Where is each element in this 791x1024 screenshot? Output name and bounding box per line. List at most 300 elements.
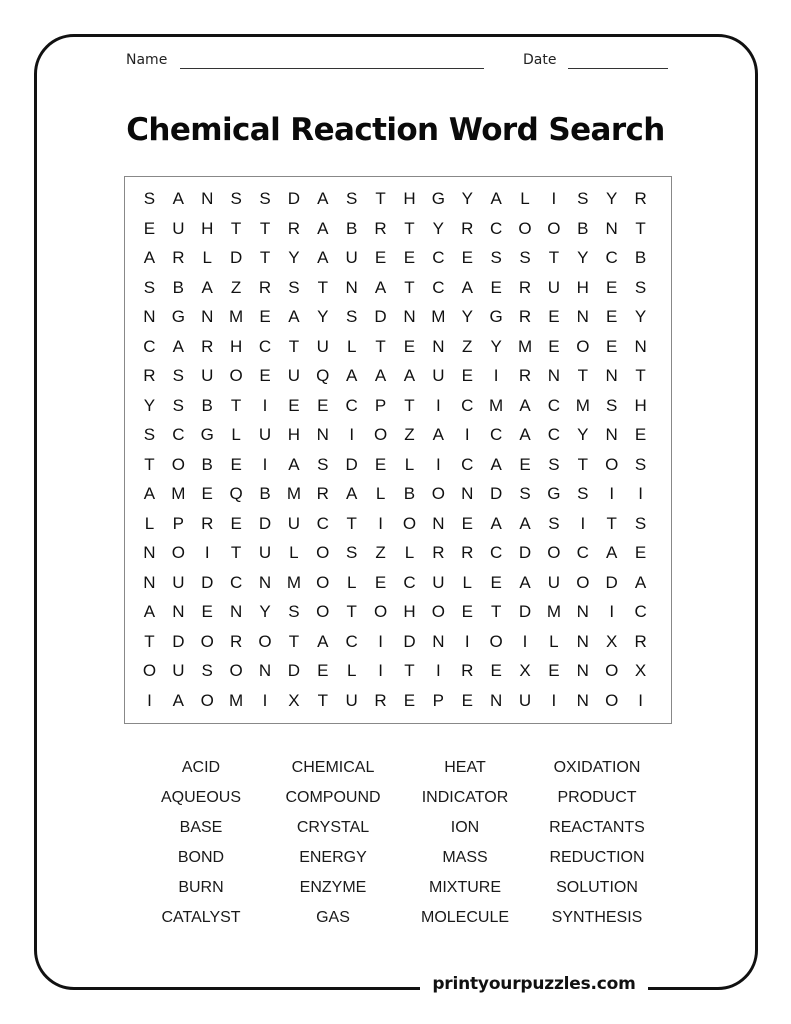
grid-letter[interactable]: S <box>519 484 531 503</box>
grid-letter[interactable]: E <box>461 513 473 533</box>
grid-letter[interactable]: U <box>316 336 329 356</box>
grid-letter[interactable]: C <box>576 543 589 562</box>
grid-letter[interactable]: T <box>346 602 357 621</box>
grid-letter[interactable]: Z <box>375 543 386 562</box>
grid-letter[interactable]: I <box>609 484 615 503</box>
grid-letter[interactable]: E <box>490 661 502 680</box>
grid-letter[interactable]: C <box>489 425 503 444</box>
grid-letter[interactable]: I <box>204 543 210 562</box>
grid-letter[interactable]: I <box>580 513 586 533</box>
grid-letter[interactable]: A <box>172 336 184 356</box>
grid-letter[interactable]: I <box>147 690 152 710</box>
grid-letter[interactable]: E <box>288 395 300 415</box>
grid-letter[interactable]: O <box>605 690 619 710</box>
grid-letter[interactable]: L <box>404 454 415 474</box>
grid-letter[interactable]: Y <box>317 307 329 326</box>
grid-letter[interactable]: O <box>229 366 243 385</box>
grid-letter[interactable]: T <box>375 336 386 356</box>
grid-letter[interactable]: H <box>201 218 214 238</box>
grid-letter[interactable]: H <box>576 277 589 297</box>
grid-letter[interactable]: G <box>547 484 561 503</box>
grid-letter[interactable]: O <box>518 218 532 238</box>
grid-letter[interactable]: U <box>287 366 301 385</box>
grid-letter[interactable]: H <box>287 425 301 444</box>
grid-letter[interactable]: O <box>171 454 185 474</box>
grid-letter[interactable]: C <box>461 454 474 474</box>
grid-letter[interactable]: M <box>546 602 561 621</box>
grid-letter[interactable]: M <box>489 395 504 415</box>
grid-letter[interactable]: G <box>171 307 185 326</box>
grid-letter[interactable]: A <box>317 189 329 208</box>
grid-letter[interactable]: I <box>378 661 383 680</box>
grid-letter[interactable]: S <box>288 602 300 621</box>
grid-letter[interactable]: N <box>489 690 503 710</box>
grid-letter[interactable]: G <box>431 189 445 208</box>
grid-letter[interactable]: I <box>522 631 528 651</box>
grid-letter[interactable]: L <box>346 572 357 592</box>
grid-letter[interactable]: R <box>432 543 445 562</box>
grid-letter[interactable]: T <box>259 218 271 238</box>
grid-letter[interactable]: T <box>317 690 328 710</box>
grid-letter[interactable]: N <box>143 572 156 592</box>
grid-letter[interactable]: U <box>432 366 445 385</box>
grid-letter[interactable]: E <box>403 690 416 710</box>
grid-letter[interactable]: T <box>635 218 646 238</box>
grid-letter[interactable]: O <box>431 484 445 503</box>
grid-letter[interactable]: D <box>258 513 272 533</box>
grid-letter[interactable]: T <box>404 218 415 238</box>
grid-letter[interactable]: T <box>404 661 415 680</box>
grid-letter[interactable]: O <box>316 602 330 621</box>
grid-letter[interactable]: U <box>432 572 445 592</box>
grid-letter[interactable]: A <box>317 248 329 267</box>
grid-letter[interactable]: L <box>520 189 530 208</box>
grid-letter[interactable]: Z <box>230 277 242 297</box>
grid-letter[interactable]: D <box>201 572 214 592</box>
grid-letter[interactable]: B <box>634 248 647 267</box>
grid-letter[interactable]: H <box>403 189 416 208</box>
grid-letter[interactable]: O <box>402 513 417 533</box>
grid-letter[interactable]: O <box>576 336 590 356</box>
grid-letter[interactable]: I <box>464 425 470 444</box>
grid-letter[interactable]: L <box>462 572 472 592</box>
grid-letter[interactable]: O <box>605 661 619 680</box>
grid-letter[interactable]: N <box>143 307 156 326</box>
grid-letter[interactable]: L <box>289 543 299 562</box>
grid-letter[interactable]: Y <box>490 336 502 356</box>
grid-letter[interactable]: E <box>606 336 618 356</box>
grid-letter[interactable]: O <box>547 543 561 562</box>
grid-letter[interactable]: S <box>346 307 358 326</box>
grid-letter[interactable]: A <box>172 189 184 208</box>
grid-letter[interactable]: E <box>490 277 502 297</box>
grid-letter[interactable]: U <box>172 572 185 592</box>
grid-letter[interactable]: R <box>461 661 474 680</box>
grid-letter[interactable]: N <box>605 425 618 444</box>
grid-letter[interactable]: A <box>606 543 618 562</box>
grid-letter[interactable]: N <box>576 690 589 710</box>
grid-letter[interactable]: X <box>634 661 647 680</box>
grid-letter[interactable]: Y <box>461 189 473 208</box>
grid-letter[interactable]: N <box>229 602 243 621</box>
grid-letter[interactable]: E <box>230 454 242 474</box>
grid-letter[interactable]: B <box>577 218 589 238</box>
grid-letter[interactable]: E <box>461 690 473 710</box>
grid-letter[interactable]: T <box>230 218 242 238</box>
grid-letter[interactable]: E <box>201 602 213 621</box>
grid-letter[interactable]: A <box>346 484 358 503</box>
grid-letter[interactable]: I <box>551 189 557 208</box>
grid-letter[interactable]: S <box>230 189 242 208</box>
grid-letter[interactable]: S <box>288 277 300 297</box>
grid-letter[interactable]: Y <box>606 189 618 208</box>
grid-letter[interactable]: I <box>493 366 499 385</box>
grid-letter[interactable]: D <box>229 248 243 267</box>
grid-letter[interactable]: R <box>143 366 156 385</box>
grid-letter[interactable]: S <box>548 454 560 474</box>
grid-letter[interactable]: I <box>378 513 383 533</box>
grid-letter[interactable]: O <box>489 631 503 651</box>
grid-letter[interactable]: I <box>464 631 470 651</box>
grid-letter[interactable]: R <box>518 277 532 297</box>
grid-letter[interactable]: N <box>316 425 329 444</box>
grid-letter[interactable]: O <box>316 572 330 592</box>
grid-letter[interactable]: R <box>229 631 243 651</box>
grid-letter[interactable]: A <box>519 513 531 533</box>
grid-letter[interactable]: R <box>201 513 214 533</box>
grid-letter[interactable]: T <box>288 631 300 651</box>
grid-letter[interactable]: A <box>346 366 358 385</box>
grid-letter[interactable]: C <box>489 543 503 562</box>
grid-letter[interactable]: B <box>403 484 416 503</box>
grid-letter[interactable]: I <box>638 690 643 710</box>
grid-letter[interactable]: S <box>143 425 156 444</box>
grid-letter[interactable]: T <box>404 277 415 297</box>
grid-letter[interactable]: P <box>432 690 445 710</box>
grid-letter[interactable]: O <box>142 661 157 680</box>
grid-letter[interactable]: S <box>346 189 358 208</box>
grid-letter[interactable]: R <box>461 218 474 238</box>
grid-letter[interactable]: N <box>576 661 589 680</box>
grid-letter[interactable]: C <box>547 395 561 415</box>
grid-letter[interactable]: A <box>374 366 387 385</box>
grid-letter[interactable]: S <box>172 395 184 415</box>
grid-letter[interactable]: A <box>634 572 647 592</box>
grid-letter[interactable]: Z <box>462 336 473 356</box>
grid-letter[interactable]: D <box>345 454 358 474</box>
grid-letter[interactable]: C <box>345 395 358 415</box>
grid-letter[interactable]: B <box>201 395 213 415</box>
grid-letter[interactable]: A <box>519 395 531 415</box>
grid-letter[interactable]: B <box>201 454 213 474</box>
grid-letter[interactable]: T <box>606 513 617 533</box>
grid-letter[interactable]: N <box>172 602 185 621</box>
grid-letter[interactable]: E <box>374 454 387 474</box>
grid-letter[interactable]: S <box>172 366 184 385</box>
grid-letter[interactable]: O <box>200 690 214 710</box>
grid-letter[interactable]: Y <box>634 307 647 326</box>
grid-letter[interactable]: L <box>375 484 386 503</box>
grid-letter[interactable]: M <box>286 484 301 503</box>
grid-letter[interactable]: D <box>489 484 503 503</box>
grid-letter[interactable]: T <box>635 366 646 385</box>
grid-letter[interactable]: M <box>229 307 244 326</box>
grid-letter[interactable]: E <box>374 248 387 267</box>
grid-letter[interactable]: I <box>435 661 441 680</box>
grid-letter[interactable]: X <box>606 631 618 651</box>
grid-letter[interactable]: N <box>258 572 272 592</box>
grid-letter[interactable]: C <box>547 425 561 444</box>
grid-letter[interactable]: T <box>230 395 242 415</box>
grid-letter[interactable]: R <box>634 631 647 651</box>
grid-letter[interactable]: A <box>288 454 300 474</box>
grid-letter[interactable]: P <box>374 395 387 415</box>
grid-letter[interactable]: E <box>259 366 271 385</box>
grid-letter[interactable]: E <box>317 661 329 680</box>
grid-letter[interactable]: L <box>549 631 559 651</box>
grid-letter[interactable]: A <box>143 602 156 621</box>
grid-letter[interactable]: I <box>262 690 268 710</box>
grid-letter[interactable]: H <box>229 336 243 356</box>
grid-letter[interactable]: S <box>317 454 329 474</box>
grid-letter[interactable]: O <box>258 631 272 651</box>
grid-letter[interactable]: M <box>229 690 244 710</box>
grid-letter[interactable]: Y <box>288 248 300 267</box>
grid-letter[interactable]: S <box>259 189 271 208</box>
grid-letter[interactable]: I <box>435 454 441 474</box>
grid-letter[interactable]: A <box>143 248 156 267</box>
grid-letter[interactable]: N <box>461 484 474 503</box>
grid-letter[interactable]: I <box>551 690 557 710</box>
grid-letter[interactable]: G <box>489 307 503 326</box>
grid-letter[interactable]: R <box>374 218 387 238</box>
grid-letter[interactable]: R <box>518 366 532 385</box>
grid-letter[interactable]: O <box>547 218 561 238</box>
grid-letter[interactable]: C <box>461 395 474 415</box>
grid-letter[interactable]: A <box>374 277 387 297</box>
grid-letter[interactable]: M <box>286 572 301 592</box>
grid-letter[interactable]: T <box>230 543 242 562</box>
grid-letter[interactable]: R <box>172 248 185 267</box>
grid-letter[interactable]: T <box>259 248 271 267</box>
grid-letter[interactable]: L <box>346 661 357 680</box>
grid-letter[interactable]: Y <box>461 307 473 326</box>
grid-letter[interactable]: N <box>432 631 445 651</box>
grid-letter[interactable]: R <box>518 307 532 326</box>
grid-letter[interactable]: G <box>200 425 214 444</box>
grid-letter[interactable]: E <box>374 572 387 592</box>
grid-letter[interactable]: E <box>259 307 271 326</box>
grid-letter[interactable]: I <box>609 602 615 621</box>
grid-letter[interactable]: U <box>547 572 561 592</box>
grid-letter[interactable]: O <box>373 425 388 444</box>
grid-letter[interactable]: N <box>605 218 618 238</box>
grid-letter[interactable]: O <box>229 661 243 680</box>
grid-letter[interactable]: I <box>349 425 355 444</box>
grid-letter[interactable]: A <box>288 307 300 326</box>
grid-letter[interactable]: U <box>345 248 358 267</box>
grid-letter[interactable]: D <box>287 661 301 680</box>
grid-letter[interactable]: S <box>577 484 589 503</box>
grid-letter[interactable]: R <box>258 277 272 297</box>
grid-letter[interactable]: E <box>143 218 156 238</box>
grid-letter[interactable]: E <box>317 395 329 415</box>
grid-letter[interactable]: N <box>547 366 561 385</box>
grid-letter[interactable]: N <box>432 336 445 356</box>
grid-letter[interactable]: N <box>576 631 589 651</box>
grid-letter[interactable]: Q <box>316 366 330 385</box>
grid-letter[interactable]: Y <box>143 395 156 415</box>
grid-letter[interactable]: A <box>317 218 329 238</box>
grid-letter[interactable]: E <box>548 307 560 326</box>
grid-letter[interactable]: A <box>143 484 156 503</box>
grid-letter[interactable]: O <box>373 602 388 621</box>
grid-letter[interactable]: T <box>404 395 415 415</box>
grid-letter[interactable]: E <box>634 425 647 444</box>
grid-letter[interactable]: B <box>172 277 184 297</box>
grid-letter[interactable]: R <box>374 690 387 710</box>
grid-letter[interactable]: U <box>258 543 272 562</box>
grid-letter[interactable]: S <box>143 277 156 297</box>
grid-letter[interactable]: E <box>201 484 213 503</box>
grid-letter[interactable]: C <box>605 248 618 267</box>
grid-letter[interactable]: L <box>144 513 155 533</box>
date-field[interactable] <box>568 68 668 69</box>
grid-letter[interactable]: Z <box>404 425 415 444</box>
grid-letter[interactable]: S <box>634 277 647 297</box>
grid-letter[interactable]: D <box>605 572 618 592</box>
grid-letter[interactable]: N <box>258 661 272 680</box>
grid-letter[interactable]: S <box>577 189 589 208</box>
grid-letter[interactable]: Q <box>229 484 243 503</box>
grid-letter[interactable]: S <box>634 454 647 474</box>
grid-letter[interactable]: X <box>519 661 531 680</box>
grid-letter[interactable]: S <box>346 543 358 562</box>
grid-letter[interactable]: O <box>171 543 185 562</box>
grid-letter[interactable]: N <box>201 189 214 208</box>
grid-letter[interactable]: T <box>375 189 386 208</box>
grid-letter[interactable]: U <box>518 690 532 710</box>
grid-letter[interactable]: A <box>461 277 473 297</box>
grid-letter[interactable]: C <box>432 277 445 297</box>
grid-letter[interactable]: C <box>403 572 416 592</box>
grid-letter[interactable]: E <box>461 248 473 267</box>
grid-letter[interactable]: D <box>518 602 532 621</box>
grid-letter[interactable]: C <box>634 602 647 621</box>
grid-letter[interactable]: H <box>403 602 416 621</box>
grid-letter[interactable]: E <box>403 336 416 356</box>
grid-letter[interactable]: M <box>575 395 590 415</box>
grid-letter[interactable]: N <box>345 277 358 297</box>
grid-letter[interactable]: E <box>606 307 618 326</box>
grid-letter[interactable]: E <box>519 454 531 474</box>
grid-letter[interactable]: C <box>345 631 358 651</box>
grid-letter[interactable]: I <box>262 454 268 474</box>
grid-letter[interactable]: C <box>172 425 185 444</box>
grid-letter[interactable]: Y <box>577 248 589 267</box>
grid-letter[interactable]: I <box>638 484 643 503</box>
grid-letter[interactable]: D <box>172 631 185 651</box>
grid-letter[interactable]: S <box>634 513 647 533</box>
grid-letter[interactable]: M <box>431 307 446 326</box>
grid-letter[interactable]: E <box>461 602 473 621</box>
grid-letter[interactable]: A <box>490 189 502 208</box>
grid-letter[interactable]: E <box>634 543 647 562</box>
grid-letter[interactable]: O <box>576 572 590 592</box>
grid-letter[interactable]: C <box>489 218 503 238</box>
grid-letter[interactable]: C <box>432 248 445 267</box>
grid-letter[interactable]: O <box>431 602 445 621</box>
grid-letter[interactable]: S <box>606 395 618 415</box>
grid-letter[interactable]: U <box>345 690 358 710</box>
grid-letter[interactable]: T <box>346 513 357 533</box>
grid-letter[interactable]: N <box>432 513 445 533</box>
grid-letter[interactable]: L <box>202 248 212 267</box>
grid-letter[interactable]: M <box>517 336 533 356</box>
grid-letter[interactable]: N <box>576 602 589 621</box>
grid-letter[interactable]: D <box>403 631 416 651</box>
grid-letter[interactable]: N <box>403 307 416 326</box>
grid-letter[interactable]: E <box>606 277 618 297</box>
grid-letter[interactable]: T <box>317 277 328 297</box>
grid-letter[interactable]: Y <box>432 218 445 238</box>
grid-letter[interactable]: I <box>262 395 268 415</box>
grid-letter[interactable]: S <box>548 513 560 533</box>
grid-letter[interactable]: Y <box>577 425 589 444</box>
grid-letter[interactable]: B <box>259 484 271 503</box>
grid-letter[interactable]: D <box>374 307 387 326</box>
grid-letter[interactable]: A <box>519 425 531 444</box>
grid-letter[interactable]: C <box>258 336 272 356</box>
name-field[interactable] <box>180 68 484 69</box>
grid-letter[interactable]: B <box>346 218 358 238</box>
grid-letter[interactable]: T <box>288 336 300 356</box>
grid-letter[interactable]: A <box>172 690 184 710</box>
grid-letter[interactable]: O <box>605 454 619 474</box>
grid-letter[interactable]: L <box>404 543 415 562</box>
grid-letter[interactable]: S <box>490 248 502 267</box>
grid-letter[interactable]: U <box>172 218 185 238</box>
grid-letter[interactable]: I <box>378 631 383 651</box>
grid-letter[interactable]: N <box>576 307 589 326</box>
grid-letter[interactable]: I <box>435 395 441 415</box>
grid-letter[interactable]: E <box>230 513 242 533</box>
grid-letter[interactable]: S <box>201 661 213 680</box>
grid-letter[interactable]: H <box>634 395 647 415</box>
grid-letter[interactable]: D <box>518 543 532 562</box>
grid-letter[interactable]: R <box>201 336 214 356</box>
grid-letter[interactable]: E <box>548 661 560 680</box>
grid-letter[interactable]: T <box>144 631 155 651</box>
grid-letter[interactable]: O <box>316 543 330 562</box>
grid-letter[interactable]: R <box>461 543 474 562</box>
grid-letter[interactable]: E <box>548 336 560 356</box>
grid-letter[interactable]: T <box>548 248 560 267</box>
grid-letter[interactable]: R <box>316 484 329 503</box>
grid-letter[interactable]: C <box>229 572 243 592</box>
grid-letter[interactable]: U <box>287 513 301 533</box>
grid-letter[interactable]: T <box>577 366 588 385</box>
grid-letter[interactable]: A <box>403 366 416 385</box>
grid-letter[interactable]: X <box>288 690 300 710</box>
grid-letter[interactable]: S <box>143 189 156 208</box>
grid-letter[interactable]: Y <box>259 602 271 621</box>
grid-letter[interactable]: C <box>143 336 156 356</box>
grid-letter[interactable]: U <box>258 425 272 444</box>
grid-letter[interactable]: L <box>231 425 241 444</box>
grid-letter[interactable]: A <box>490 454 502 474</box>
grid-letter[interactable]: E <box>403 248 416 267</box>
